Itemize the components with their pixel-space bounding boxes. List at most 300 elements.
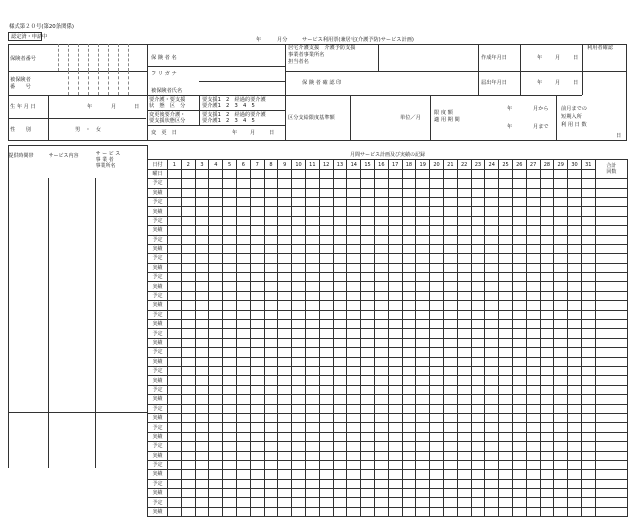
plan-cell[interactable]: [402, 366, 416, 375]
plan-cell[interactable]: [581, 254, 595, 263]
actual-cell[interactable]: [540, 376, 554, 385]
plan-cell[interactable]: [264, 498, 278, 507]
plan-cell[interactable]: [388, 498, 402, 507]
actual-cell[interactable]: [416, 489, 430, 498]
actual-cell[interactable]: [181, 320, 195, 329]
actual-cell[interactable]: [181, 376, 195, 385]
plan-cell[interactable]: [471, 291, 485, 300]
plan-cell[interactable]: [278, 460, 292, 469]
plan-cell[interactable]: [278, 404, 292, 413]
plan-cell[interactable]: [471, 273, 485, 282]
plan-cell[interactable]: [581, 179, 595, 188]
weekday-cell[interactable]: [430, 169, 444, 178]
plan-cell[interactable]: [278, 479, 292, 488]
plan-cell[interactable]: [278, 235, 292, 244]
actual-cell[interactable]: [402, 470, 416, 479]
actual-cell[interactable]: [250, 301, 264, 310]
actual-cell[interactable]: [236, 226, 250, 235]
plan-cell[interactable]: [430, 197, 444, 206]
plan-cell[interactable]: [264, 366, 278, 375]
plan-cell[interactable]: [319, 235, 333, 244]
total-cell[interactable]: [595, 226, 627, 235]
plan-cell[interactable]: [457, 348, 471, 357]
actual-cell[interactable]: [236, 413, 250, 422]
plan-cell[interactable]: [181, 460, 195, 469]
total-cell[interactable]: [595, 404, 627, 413]
actual-cell[interactable]: [374, 376, 388, 385]
actual-cell[interactable]: [581, 489, 595, 498]
actual-cell[interactable]: [471, 301, 485, 310]
actual-cell[interactable]: [457, 244, 471, 253]
actual-cell[interactable]: [554, 244, 568, 253]
actual-cell[interactable]: [292, 395, 306, 404]
plan-cell[interactable]: [443, 460, 457, 469]
plan-cell[interactable]: [512, 442, 526, 451]
plan-cell[interactable]: [457, 216, 471, 225]
actual-cell[interactable]: [443, 357, 457, 366]
actual-cell[interactable]: [333, 357, 347, 366]
actual-cell[interactable]: [388, 301, 402, 310]
plan-cell[interactable]: [236, 479, 250, 488]
actual-cell[interactable]: [333, 244, 347, 253]
plan-cell[interactable]: [540, 366, 554, 375]
plan-cell[interactable]: [292, 404, 306, 413]
actual-cell[interactable]: [402, 507, 416, 516]
actual-cell[interactable]: [209, 451, 223, 460]
actual-cell[interactable]: [168, 489, 182, 498]
actual-cell[interactable]: [168, 507, 182, 516]
actual-cell[interactable]: [250, 244, 264, 253]
actual-cell[interactable]: [568, 395, 582, 404]
actual-cell[interactable]: [499, 489, 513, 498]
actual-cell[interactable]: [195, 207, 209, 216]
plan-cell[interactable]: [319, 179, 333, 188]
plan-cell[interactable]: [526, 404, 540, 413]
plan-cell[interactable]: [554, 179, 568, 188]
service-cell[interactable]: [49, 436, 96, 452]
plan-cell[interactable]: [485, 404, 499, 413]
actual-cell[interactable]: [457, 376, 471, 385]
plan-cell[interactable]: [333, 235, 347, 244]
actual-cell[interactable]: [361, 451, 375, 460]
actual-cell[interactable]: [168, 320, 182, 329]
actual-cell[interactable]: [250, 320, 264, 329]
actual-cell[interactable]: [292, 451, 306, 460]
plan-cell[interactable]: [499, 291, 513, 300]
plan-cell[interactable]: [430, 310, 444, 319]
plan-cell[interactable]: [264, 254, 278, 263]
plan-cell[interactable]: [209, 254, 223, 263]
actual-cell[interactable]: [568, 413, 582, 422]
plan-cell[interactable]: [443, 235, 457, 244]
actual-cell[interactable]: [181, 207, 195, 216]
actual-cell[interactable]: [540, 357, 554, 366]
actual-cell[interactable]: [402, 376, 416, 385]
actual-cell[interactable]: [319, 301, 333, 310]
actual-cell[interactable]: [209, 207, 223, 216]
actual-cell[interactable]: [168, 376, 182, 385]
plan-cell[interactable]: [388, 385, 402, 394]
actual-cell[interactable]: [554, 413, 568, 422]
actual-cell[interactable]: [319, 188, 333, 197]
actual-cell[interactable]: [568, 244, 582, 253]
plan-cell[interactable]: [499, 310, 513, 319]
plan-cell[interactable]: [347, 310, 361, 319]
plan-cell[interactable]: [250, 329, 264, 338]
plan-cell[interactable]: [250, 442, 264, 451]
actual-cell[interactable]: [333, 395, 347, 404]
plan-cell[interactable]: [554, 366, 568, 375]
plan-cell[interactable]: [430, 442, 444, 451]
actual-cell[interactable]: [250, 395, 264, 404]
actual-cell[interactable]: [195, 376, 209, 385]
plan-cell[interactable]: [512, 273, 526, 282]
actual-cell[interactable]: [388, 207, 402, 216]
plan-cell[interactable]: [554, 216, 568, 225]
weekday-cell[interactable]: [305, 169, 319, 178]
actual-cell[interactable]: [457, 301, 471, 310]
plan-cell[interactable]: [512, 216, 526, 225]
total-cell[interactable]: [595, 432, 627, 441]
plan-cell[interactable]: [499, 460, 513, 469]
plan-cell[interactable]: [305, 479, 319, 488]
actual-cell[interactable]: [416, 507, 430, 516]
plan-cell[interactable]: [568, 385, 582, 394]
plan-cell[interactable]: [168, 460, 182, 469]
actual-cell[interactable]: [402, 282, 416, 291]
plan-cell[interactable]: [292, 235, 306, 244]
plan-cell[interactable]: [361, 442, 375, 451]
plan-cell[interactable]: [540, 479, 554, 488]
actual-cell[interactable]: [236, 338, 250, 347]
actual-cell[interactable]: [292, 263, 306, 272]
plan-cell[interactable]: [471, 460, 485, 469]
total-cell[interactable]: [595, 357, 627, 366]
actual-cell[interactable]: [443, 451, 457, 460]
actual-cell[interactable]: [195, 470, 209, 479]
weekday-cell[interactable]: [374, 169, 388, 178]
plan-cell[interactable]: [512, 404, 526, 413]
actual-cell[interactable]: [292, 226, 306, 235]
plan-cell[interactable]: [568, 366, 582, 375]
plan-cell[interactable]: [319, 310, 333, 319]
actual-cell[interactable]: [209, 413, 223, 422]
time-cell[interactable]: [9, 452, 49, 468]
actual-cell[interactable]: [181, 507, 195, 516]
actual-cell[interactable]: [305, 282, 319, 291]
plan-cell[interactable]: [319, 498, 333, 507]
plan-cell[interactable]: [416, 273, 430, 282]
plan-cell[interactable]: [333, 385, 347, 394]
actual-cell[interactable]: [181, 451, 195, 460]
plan-cell[interactable]: [430, 235, 444, 244]
plan-cell[interactable]: [264, 442, 278, 451]
actual-cell[interactable]: [499, 207, 513, 216]
actual-cell[interactable]: [209, 357, 223, 366]
actual-cell[interactable]: [361, 244, 375, 253]
actual-cell[interactable]: [374, 320, 388, 329]
actual-cell[interactable]: [374, 226, 388, 235]
plan-cell[interactable]: [526, 498, 540, 507]
plan-cell[interactable]: [374, 404, 388, 413]
actual-cell[interactable]: [264, 395, 278, 404]
actual-cell[interactable]: [402, 451, 416, 460]
plan-cell[interactable]: [526, 254, 540, 263]
actual-cell[interactable]: [471, 489, 485, 498]
actual-cell[interactable]: [278, 413, 292, 422]
plan-cell[interactable]: [581, 460, 595, 469]
actual-cell[interactable]: [264, 226, 278, 235]
plan-cell[interactable]: [374, 291, 388, 300]
actual-cell[interactable]: [485, 207, 499, 216]
plan-cell[interactable]: [443, 254, 457, 263]
plan-cell[interactable]: [195, 235, 209, 244]
actual-cell[interactable]: [485, 376, 499, 385]
actual-cell[interactable]: [236, 320, 250, 329]
plan-cell[interactable]: [443, 273, 457, 282]
plan-cell[interactable]: [526, 310, 540, 319]
plan-cell[interactable]: [305, 329, 319, 338]
plan-cell[interactable]: [402, 423, 416, 432]
plan-cell[interactable]: [236, 442, 250, 451]
weekday-cell[interactable]: [319, 169, 333, 178]
plan-cell[interactable]: [278, 310, 292, 319]
plan-cell[interactable]: [374, 310, 388, 319]
actual-cell[interactable]: [526, 338, 540, 347]
plan-cell[interactable]: [402, 254, 416, 263]
plan-cell[interactable]: [209, 235, 223, 244]
plan-cell[interactable]: [512, 348, 526, 357]
actual-cell[interactable]: [374, 451, 388, 460]
weekday-cell[interactable]: [526, 169, 540, 178]
actual-cell[interactable]: [374, 357, 388, 366]
actual-cell[interactable]: [443, 432, 457, 441]
plan-cell[interactable]: [361, 235, 375, 244]
actual-cell[interactable]: [236, 376, 250, 385]
actual-cell[interactable]: [526, 282, 540, 291]
plan-cell[interactable]: [457, 442, 471, 451]
plan-cell[interactable]: [540, 404, 554, 413]
actual-cell[interactable]: [416, 432, 430, 441]
plan-cell[interactable]: [402, 385, 416, 394]
actual-cell[interactable]: [236, 188, 250, 197]
actual-cell[interactable]: [361, 413, 375, 422]
total-cell[interactable]: [595, 282, 627, 291]
plan-cell[interactable]: [333, 329, 347, 338]
plan-cell[interactable]: [305, 498, 319, 507]
actual-cell[interactable]: [278, 282, 292, 291]
weekday-cell[interactable]: [292, 169, 306, 178]
plan-cell[interactable]: [471, 348, 485, 357]
actual-cell[interactable]: [236, 432, 250, 441]
plan-cell[interactable]: [236, 197, 250, 206]
actual-cell[interactable]: [512, 413, 526, 422]
plan-cell[interactable]: [374, 197, 388, 206]
actual-cell[interactable]: [402, 395, 416, 404]
plan-cell[interactable]: [361, 197, 375, 206]
actual-cell[interactable]: [512, 489, 526, 498]
actual-cell[interactable]: [305, 226, 319, 235]
actual-cell[interactable]: [305, 320, 319, 329]
plan-cell[interactable]: [195, 197, 209, 206]
plan-cell[interactable]: [250, 479, 264, 488]
plan-cell[interactable]: [374, 348, 388, 357]
plan-cell[interactable]: [361, 254, 375, 263]
plan-cell[interactable]: [195, 348, 209, 357]
actual-cell[interactable]: [540, 207, 554, 216]
actual-cell[interactable]: [223, 263, 237, 272]
plan-cell[interactable]: [195, 498, 209, 507]
plan-cell[interactable]: [305, 179, 319, 188]
plan-cell[interactable]: [347, 460, 361, 469]
actual-cell[interactable]: [209, 188, 223, 197]
actual-cell[interactable]: [581, 395, 595, 404]
actual-cell[interactable]: [568, 376, 582, 385]
actual-cell[interactable]: [499, 263, 513, 272]
actual-cell[interactable]: [485, 489, 499, 498]
actual-cell[interactable]: [319, 376, 333, 385]
actual-cell[interactable]: [443, 263, 457, 272]
actual-cell[interactable]: [499, 301, 513, 310]
plan-cell[interactable]: [250, 348, 264, 357]
actual-cell[interactable]: [319, 470, 333, 479]
plan-cell[interactable]: [236, 348, 250, 357]
plan-cell[interactable]: [443, 179, 457, 188]
actual-cell[interactable]: [361, 357, 375, 366]
actual-cell[interactable]: [278, 226, 292, 235]
plan-cell[interactable]: [443, 479, 457, 488]
plan-cell[interactable]: [181, 366, 195, 375]
plan-cell[interactable]: [512, 423, 526, 432]
total-cell[interactable]: [595, 320, 627, 329]
plan-cell[interactable]: [250, 460, 264, 469]
actual-cell[interactable]: [430, 413, 444, 422]
plan-cell[interactable]: [181, 479, 195, 488]
plan-cell[interactable]: [499, 254, 513, 263]
actual-cell[interactable]: [416, 207, 430, 216]
plan-cell[interactable]: [278, 273, 292, 282]
total-cell[interactable]: [595, 423, 627, 432]
plan-cell[interactable]: [471, 423, 485, 432]
actual-cell[interactable]: [347, 395, 361, 404]
actual-cell[interactable]: [554, 188, 568, 197]
actual-cell[interactable]: [250, 413, 264, 422]
actual-cell[interactable]: [264, 507, 278, 516]
plan-cell[interactable]: [181, 310, 195, 319]
actual-cell[interactable]: [554, 395, 568, 404]
actual-cell[interactable]: [361, 489, 375, 498]
total-cell[interactable]: [595, 216, 627, 225]
plan-cell[interactable]: [526, 291, 540, 300]
plan-cell[interactable]: [499, 273, 513, 282]
plan-cell[interactable]: [581, 404, 595, 413]
actual-cell[interactable]: [250, 357, 264, 366]
total-cell[interactable]: [595, 376, 627, 385]
actual-cell[interactable]: [471, 507, 485, 516]
actual-cell[interactable]: [540, 188, 554, 197]
plan-cell[interactable]: [361, 291, 375, 300]
actual-cell[interactable]: [457, 395, 471, 404]
actual-cell[interactable]: [333, 507, 347, 516]
plan-cell[interactable]: [333, 179, 347, 188]
plan-cell[interactable]: [333, 404, 347, 413]
actual-cell[interactable]: [568, 282, 582, 291]
actual-cell[interactable]: [388, 320, 402, 329]
actual-cell[interactable]: [374, 470, 388, 479]
actual-cell[interactable]: [471, 432, 485, 441]
actual-cell[interactable]: [430, 357, 444, 366]
plan-cell[interactable]: [499, 385, 513, 394]
plan-cell[interactable]: [485, 442, 499, 451]
provider-cell[interactable]: [96, 436, 148, 452]
total-cell[interactable]: [595, 451, 627, 460]
actual-cell[interactable]: [416, 244, 430, 253]
plan-cell[interactable]: [195, 291, 209, 300]
actual-cell[interactable]: [581, 226, 595, 235]
plan-cell[interactable]: [512, 460, 526, 469]
actual-cell[interactable]: [581, 357, 595, 366]
plan-cell[interactable]: [264, 329, 278, 338]
plan-cell[interactable]: [168, 216, 182, 225]
plan-cell[interactable]: [554, 310, 568, 319]
weekday-cell[interactable]: [278, 169, 292, 178]
actual-cell[interactable]: [347, 357, 361, 366]
plan-cell[interactable]: [554, 498, 568, 507]
actual-cell[interactable]: [264, 282, 278, 291]
actual-cell[interactable]: [512, 376, 526, 385]
plan-cell[interactable]: [554, 348, 568, 357]
plan-cell[interactable]: [181, 179, 195, 188]
actual-cell[interactable]: [526, 226, 540, 235]
weekday-cell[interactable]: [333, 169, 347, 178]
actual-cell[interactable]: [457, 357, 471, 366]
plan-cell[interactable]: [278, 197, 292, 206]
actual-cell[interactable]: [581, 282, 595, 291]
actual-cell[interactable]: [430, 263, 444, 272]
plan-cell[interactable]: [416, 254, 430, 263]
plan-cell[interactable]: [181, 404, 195, 413]
actual-cell[interactable]: [512, 395, 526, 404]
plan-cell[interactable]: [347, 348, 361, 357]
actual-cell[interactable]: [554, 282, 568, 291]
plan-cell[interactable]: [457, 179, 471, 188]
plan-cell[interactable]: [292, 442, 306, 451]
plan-cell[interactable]: [195, 404, 209, 413]
actual-cell[interactable]: [485, 357, 499, 366]
actual-cell[interactable]: [485, 507, 499, 516]
actual-cell[interactable]: [581, 451, 595, 460]
weekday-cell[interactable]: [568, 169, 582, 178]
plan-cell[interactable]: [388, 423, 402, 432]
actual-cell[interactable]: [209, 395, 223, 404]
actual-cell[interactable]: [333, 489, 347, 498]
plan-cell[interactable]: [430, 404, 444, 413]
plan-cell[interactable]: [264, 479, 278, 488]
plan-cell[interactable]: [471, 254, 485, 263]
plan-cell[interactable]: [305, 385, 319, 394]
plan-cell[interactable]: [485, 254, 499, 263]
plan-cell[interactable]: [319, 197, 333, 206]
plan-cell[interactable]: [568, 310, 582, 319]
actual-cell[interactable]: [402, 320, 416, 329]
actual-cell[interactable]: [250, 489, 264, 498]
actual-cell[interactable]: [568, 357, 582, 366]
total-cell[interactable]: [595, 338, 627, 347]
actual-cell[interactable]: [278, 320, 292, 329]
plan-cell[interactable]: [347, 216, 361, 225]
plan-cell[interactable]: [319, 385, 333, 394]
actual-cell[interactable]: [374, 244, 388, 253]
